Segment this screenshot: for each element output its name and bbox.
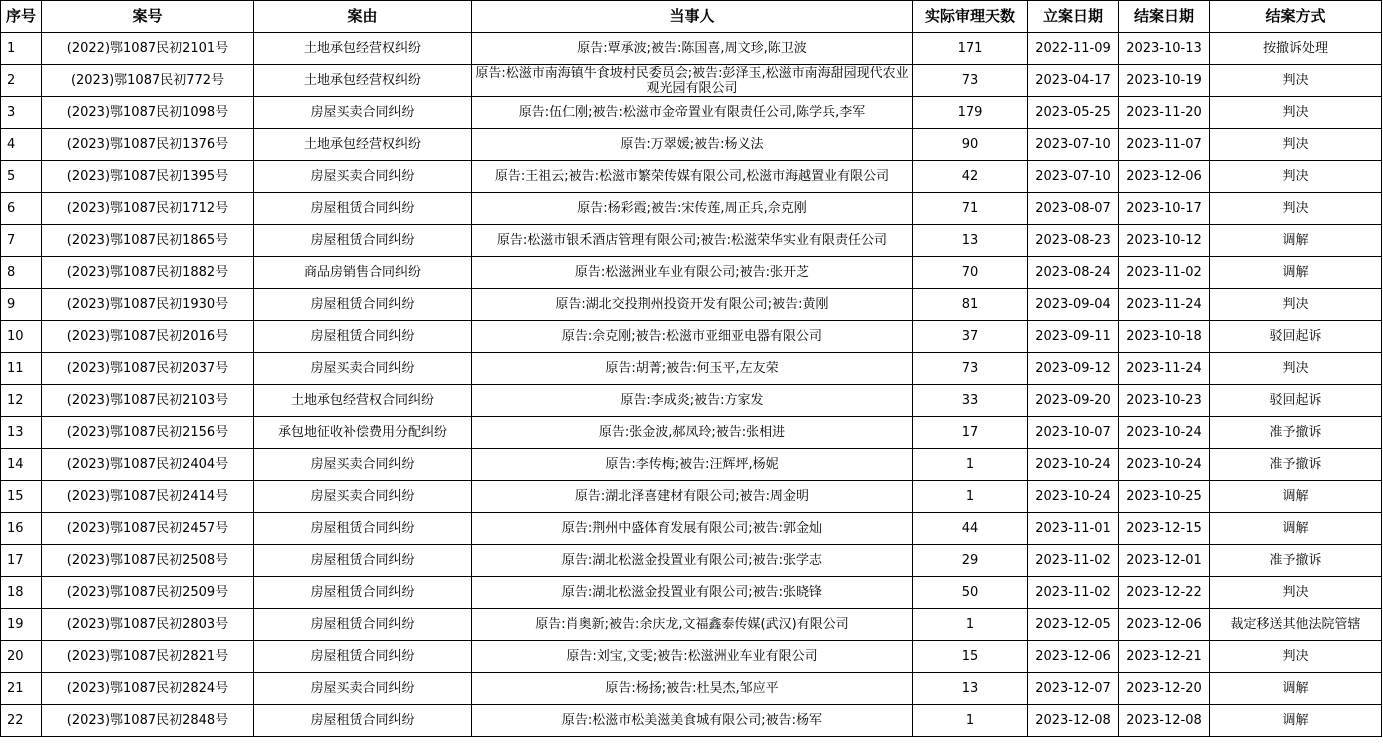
cell-method: 调解 xyxy=(1210,481,1382,513)
cell-filed-date: 2023-07-10 xyxy=(1028,161,1119,193)
cell-cause: 土地承包经营权合同纠纷 xyxy=(254,385,472,417)
table-row xyxy=(1,705,1382,737)
header-no: 序号 xyxy=(1,1,42,33)
cell-closed-date: 2023-12-21 xyxy=(1119,641,1210,673)
cell-closed-date: 2023-11-24 xyxy=(1119,289,1210,321)
cell-no: 20 xyxy=(1,641,42,673)
cell-parties: 原告:湖北松滋金投置业有限公司;被告:张学志 xyxy=(472,545,913,577)
cell-days: 70 xyxy=(913,257,1028,289)
table-row xyxy=(1,513,1382,545)
cell-parties: 原告:荆州中盛体育发展有限公司;被告:郭金灿 xyxy=(472,513,913,545)
header-case-number: 案号 xyxy=(42,1,254,33)
cell-no: 15 xyxy=(1,481,42,513)
cell-no: 4 xyxy=(1,129,42,161)
cell-filed-date: 2023-09-20 xyxy=(1028,385,1119,417)
header-cause: 案由 xyxy=(254,1,472,33)
cell-parties: 原告:杨彩霞;被告:宋传莲,周正兵,佘克刚 xyxy=(472,193,913,225)
cell-closed-date: 2023-10-12 xyxy=(1119,225,1210,257)
cell-days: 37 xyxy=(913,321,1028,353)
cell-days: 171 xyxy=(913,33,1028,65)
cell-method: 调解 xyxy=(1210,513,1382,545)
table-row xyxy=(1,33,1382,65)
cell-cause: 商品房销售合同纠纷 xyxy=(254,257,472,289)
cell-days: 1 xyxy=(913,481,1028,513)
cell-no: 11 xyxy=(1,353,42,385)
cell-no: 7 xyxy=(1,225,42,257)
cell-method: 判决 xyxy=(1210,97,1382,129)
cell-days: 44 xyxy=(913,513,1028,545)
cell-case-number: (2023)鄂1087民初1712号 xyxy=(42,193,254,225)
header-parties: 当事人 xyxy=(472,1,913,33)
cell-method: 判决 xyxy=(1210,193,1382,225)
table-row xyxy=(1,257,1382,289)
cell-parties: 原告:松滋洲业车业有限公司;被告:张开芝 xyxy=(472,257,913,289)
cell-method: 判决 xyxy=(1210,641,1382,673)
cell-parties: 原告:李成炎;被告:方家发 xyxy=(472,385,913,417)
header-filed-date: 立案日期 xyxy=(1028,1,1119,33)
cell-case-number: (2023)鄂1087民初1865号 xyxy=(42,225,254,257)
cell-cause: 房屋买卖合同纠纷 xyxy=(254,353,472,385)
header-row xyxy=(1,1,1382,33)
cell-days: 81 xyxy=(913,289,1028,321)
cell-filed-date: 2023-12-07 xyxy=(1028,673,1119,705)
cell-parties: 原告:肖奥新;被告:余庆龙,文福鑫泰传媒(武汉)有限公司 xyxy=(472,609,913,641)
cell-days: 13 xyxy=(913,673,1028,705)
cell-case-number: (2023)鄂1087民初2508号 xyxy=(42,545,254,577)
cell-parties: 原告:湖北泽喜建材有限公司;被告:周金明 xyxy=(472,481,913,513)
cell-parties: 原告:湖北松滋金投置业有限公司;被告:张晓锋 xyxy=(472,577,913,609)
cell-days: 33 xyxy=(913,385,1028,417)
cell-case-number: (2023)鄂1087民初2848号 xyxy=(42,705,254,737)
header-method: 结案方式 xyxy=(1210,1,1382,33)
cell-closed-date: 2023-10-13 xyxy=(1119,33,1210,65)
cell-no: 1 xyxy=(1,33,42,65)
cell-filed-date: 2023-12-05 xyxy=(1028,609,1119,641)
cell-case-number: (2023)鄂1087民初2414号 xyxy=(42,481,254,513)
cell-filed-date: 2023-05-25 xyxy=(1028,97,1119,129)
cell-cause: 房屋租赁合同纠纷 xyxy=(254,225,472,257)
cell-method: 判决 xyxy=(1210,577,1382,609)
cell-method: 裁定移送其他法院管辖 xyxy=(1210,609,1382,641)
cell-cause: 房屋租赁合同纠纷 xyxy=(254,705,472,737)
cell-method: 判决 xyxy=(1210,65,1382,97)
cell-case-number: (2023)鄂1087民初2156号 xyxy=(42,417,254,449)
cell-closed-date: 2023-11-20 xyxy=(1119,97,1210,129)
cell-no: 9 xyxy=(1,289,42,321)
cell-no: 18 xyxy=(1,577,42,609)
table-body xyxy=(1,33,1382,737)
table-row xyxy=(1,129,1382,161)
cell-case-number: (2023)鄂1087民初2037号 xyxy=(42,353,254,385)
table-row xyxy=(1,481,1382,513)
cell-method: 调解 xyxy=(1210,225,1382,257)
cell-method: 驳回起诉 xyxy=(1210,385,1382,417)
cell-days: 90 xyxy=(913,129,1028,161)
cell-no: 16 xyxy=(1,513,42,545)
cell-cause: 房屋买卖合同纠纷 xyxy=(254,161,472,193)
cell-case-number: (2023)鄂1087民初1882号 xyxy=(42,257,254,289)
cell-days: 73 xyxy=(913,65,1028,97)
cell-parties: 原告:松滋市松美滋美食城有限公司;被告:杨军 xyxy=(472,705,913,737)
cell-closed-date: 2023-12-06 xyxy=(1119,609,1210,641)
cell-cause: 土地承包经营权纠纷 xyxy=(254,129,472,161)
cell-case-number: (2023)鄂1087民初2404号 xyxy=(42,449,254,481)
cell-filed-date: 2023-08-24 xyxy=(1028,257,1119,289)
cell-no: 5 xyxy=(1,161,42,193)
cell-no: 2 xyxy=(1,65,42,97)
table-row xyxy=(1,161,1382,193)
cell-closed-date: 2023-10-24 xyxy=(1119,449,1210,481)
cell-parties: 原告:杨扬;被告:杜昊杰,邹应平 xyxy=(472,673,913,705)
cell-no: 6 xyxy=(1,193,42,225)
cell-parties: 原告:胡菁;被告:何玉平,左友荣 xyxy=(472,353,913,385)
table-row xyxy=(1,641,1382,673)
cell-filed-date: 2023-12-06 xyxy=(1028,641,1119,673)
cell-filed-date: 2023-09-04 xyxy=(1028,289,1119,321)
cell-no: 19 xyxy=(1,609,42,641)
cell-case-number: (2023)鄂1087民初2824号 xyxy=(42,673,254,705)
cell-filed-date: 2023-10-24 xyxy=(1028,449,1119,481)
cell-case-number: (2023)鄂1087民初1098号 xyxy=(42,97,254,129)
cell-days: 1 xyxy=(913,705,1028,737)
table-row xyxy=(1,97,1382,129)
table-row xyxy=(1,673,1382,705)
cell-method: 调解 xyxy=(1210,705,1382,737)
cell-cause: 房屋租赁合同纠纷 xyxy=(254,641,472,673)
header-days: 实际审理天数 xyxy=(913,1,1028,33)
cell-closed-date: 2023-12-22 xyxy=(1119,577,1210,609)
cell-filed-date: 2023-12-08 xyxy=(1028,705,1119,737)
cell-cause: 房屋买卖合同纠纷 xyxy=(254,673,472,705)
cell-parties: 原告:刘宝,文雯;被告:松滋洲业车业有限公司 xyxy=(472,641,913,673)
cell-closed-date: 2023-12-08 xyxy=(1119,705,1210,737)
cell-days: 15 xyxy=(913,641,1028,673)
cell-parties: 原告:王祖云;被告:松滋市繁荣传媒有限公司,松滋市海越置业有限公司 xyxy=(472,161,913,193)
cell-method: 判决 xyxy=(1210,161,1382,193)
cell-days: 71 xyxy=(913,193,1028,225)
cell-parties: 原告:李传梅;被告:汪辉坪,杨妮 xyxy=(472,449,913,481)
cell-case-number: (2023)鄂1087民初1395号 xyxy=(42,161,254,193)
table-row xyxy=(1,577,1382,609)
cell-days: 1 xyxy=(913,609,1028,641)
cell-closed-date: 2023-10-18 xyxy=(1119,321,1210,353)
cell-method: 调解 xyxy=(1210,257,1382,289)
header-closed-date: 结案日期 xyxy=(1119,1,1210,33)
cell-days: 17 xyxy=(913,417,1028,449)
table-row xyxy=(1,65,1382,97)
cell-parties: 原告:佘克刚;被告:松滋市亚细亚电器有限公司 xyxy=(472,321,913,353)
cell-filed-date: 2023-09-12 xyxy=(1028,353,1119,385)
cell-cause: 房屋租赁合同纠纷 xyxy=(254,545,472,577)
cell-cause: 房屋买卖合同纠纷 xyxy=(254,481,472,513)
cell-days: 179 xyxy=(913,97,1028,129)
cell-days: 13 xyxy=(913,225,1028,257)
cell-cause: 房屋买卖合同纠纷 xyxy=(254,97,472,129)
cell-cause: 承包地征收补偿费用分配纠纷 xyxy=(254,417,472,449)
table-row xyxy=(1,321,1382,353)
cell-method: 判决 xyxy=(1210,129,1382,161)
cell-case-number: (2023)鄂1087民初2821号 xyxy=(42,641,254,673)
cell-method: 准予撤诉 xyxy=(1210,545,1382,577)
cell-filed-date: 2023-09-11 xyxy=(1028,321,1119,353)
table-row xyxy=(1,289,1382,321)
cell-case-number: (2023)鄂1087民初2457号 xyxy=(42,513,254,545)
table-row xyxy=(1,609,1382,641)
table-row xyxy=(1,545,1382,577)
cell-case-number: (2023)鄂1087民初1930号 xyxy=(42,289,254,321)
cell-cause: 土地承包经营权纠纷 xyxy=(254,33,472,65)
cell-filed-date: 2023-07-10 xyxy=(1028,129,1119,161)
cell-cause: 土地承包经营权纠纷 xyxy=(254,65,472,97)
cell-case-number: (2023)鄂1087民初2016号 xyxy=(42,321,254,353)
cell-no: 10 xyxy=(1,321,42,353)
cell-method: 调解 xyxy=(1210,673,1382,705)
table-row xyxy=(1,193,1382,225)
cell-method: 判决 xyxy=(1210,353,1382,385)
cell-case-number: (2023)鄂1087民初2509号 xyxy=(42,577,254,609)
cell-closed-date: 2023-11-07 xyxy=(1119,129,1210,161)
cell-cause: 房屋买卖合同纠纷 xyxy=(254,449,472,481)
cell-no: 3 xyxy=(1,97,42,129)
cell-days: 73 xyxy=(913,353,1028,385)
cell-closed-date: 2023-12-06 xyxy=(1119,161,1210,193)
cell-closed-date: 2023-10-24 xyxy=(1119,417,1210,449)
cell-filed-date: 2023-11-02 xyxy=(1028,577,1119,609)
cell-days: 42 xyxy=(913,161,1028,193)
cell-cause: 房屋租赁合同纠纷 xyxy=(254,321,472,353)
cell-cause: 房屋租赁合同纠纷 xyxy=(254,289,472,321)
cell-closed-date: 2023-12-20 xyxy=(1119,673,1210,705)
cell-filed-date: 2022-11-09 xyxy=(1028,33,1119,65)
cell-parties: 原告:伍仁刚;被告:松滋市金帝置业有限责任公司,陈学兵,李军 xyxy=(472,97,913,129)
cell-method: 准予撤诉 xyxy=(1210,417,1382,449)
cell-filed-date: 2023-10-07 xyxy=(1028,417,1119,449)
cell-days: 1 xyxy=(913,449,1028,481)
cell-parties: 原告:湖北交投荆州投资开发有限公司;被告:黄刚 xyxy=(472,289,913,321)
table-row xyxy=(1,225,1382,257)
cell-closed-date: 2023-11-24 xyxy=(1119,353,1210,385)
cell-closed-date: 2023-12-01 xyxy=(1119,545,1210,577)
cell-closed-date: 2023-12-15 xyxy=(1119,513,1210,545)
cell-closed-date: 2023-10-23 xyxy=(1119,385,1210,417)
cell-case-number: (2023)鄂1087民初2803号 xyxy=(42,609,254,641)
cell-case-number: (2023)鄂1087民初772号 xyxy=(42,65,254,97)
cell-method: 准予撤诉 xyxy=(1210,449,1382,481)
cell-cause: 房屋租赁合同纠纷 xyxy=(254,513,472,545)
cell-case-number: (2023)鄂1087民初1376号 xyxy=(42,129,254,161)
cell-no: 8 xyxy=(1,257,42,289)
cell-no: 13 xyxy=(1,417,42,449)
cell-parties: 原告:松滋市银禾酒店管理有限公司;被告:松滋荣华实业有限责任公司 xyxy=(472,225,913,257)
cell-method: 驳回起诉 xyxy=(1210,321,1382,353)
table-row xyxy=(1,385,1382,417)
table-row xyxy=(1,417,1382,449)
cell-filed-date: 2023-10-24 xyxy=(1028,481,1119,513)
cell-filed-date: 2023-04-17 xyxy=(1028,65,1119,97)
cell-method: 按撤诉处理 xyxy=(1210,33,1382,65)
cell-cause: 房屋租赁合同纠纷 xyxy=(254,609,472,641)
cell-filed-date: 2023-08-23 xyxy=(1028,225,1119,257)
cell-parties: 原告:万翠媛;被告:杨义法 xyxy=(472,129,913,161)
cell-parties: 原告:覃承波;被告:陈国喜,周文珍,陈卫波 xyxy=(472,33,913,65)
cell-no: 14 xyxy=(1,449,42,481)
cell-case-number: (2023)鄂1087民初2103号 xyxy=(42,385,254,417)
cell-days: 50 xyxy=(913,577,1028,609)
cell-closed-date: 2023-10-19 xyxy=(1119,65,1210,97)
cell-closed-date: 2023-10-25 xyxy=(1119,481,1210,513)
cell-days: 29 xyxy=(913,545,1028,577)
cell-no: 12 xyxy=(1,385,42,417)
cell-closed-date: 2023-10-17 xyxy=(1119,193,1210,225)
cell-no: 22 xyxy=(1,705,42,737)
cell-case-number: (2022)鄂1087民初2101号 xyxy=(42,33,254,65)
cell-method: 判决 xyxy=(1210,289,1382,321)
cell-filed-date: 2023-11-02 xyxy=(1028,545,1119,577)
cell-filed-date: 2023-08-07 xyxy=(1028,193,1119,225)
table-row xyxy=(1,449,1382,481)
cell-cause: 房屋租赁合同纠纷 xyxy=(254,577,472,609)
cell-parties: 原告:张金波,郝凤玲;被告:张相进 xyxy=(472,417,913,449)
cell-parties: 原告:松滋市南海镇牛食坡村民委员会;被告:彭泽玉,松滋市南海甜园现代农业观光园有限公司 xyxy=(472,65,913,97)
cell-no: 17 xyxy=(1,545,42,577)
cell-filed-date: 2023-11-01 xyxy=(1028,513,1119,545)
table-row xyxy=(1,353,1382,385)
cell-no: 21 xyxy=(1,673,42,705)
cell-cause: 房屋租赁合同纠纷 xyxy=(254,193,472,225)
cell-closed-date: 2023-11-02 xyxy=(1119,257,1210,289)
